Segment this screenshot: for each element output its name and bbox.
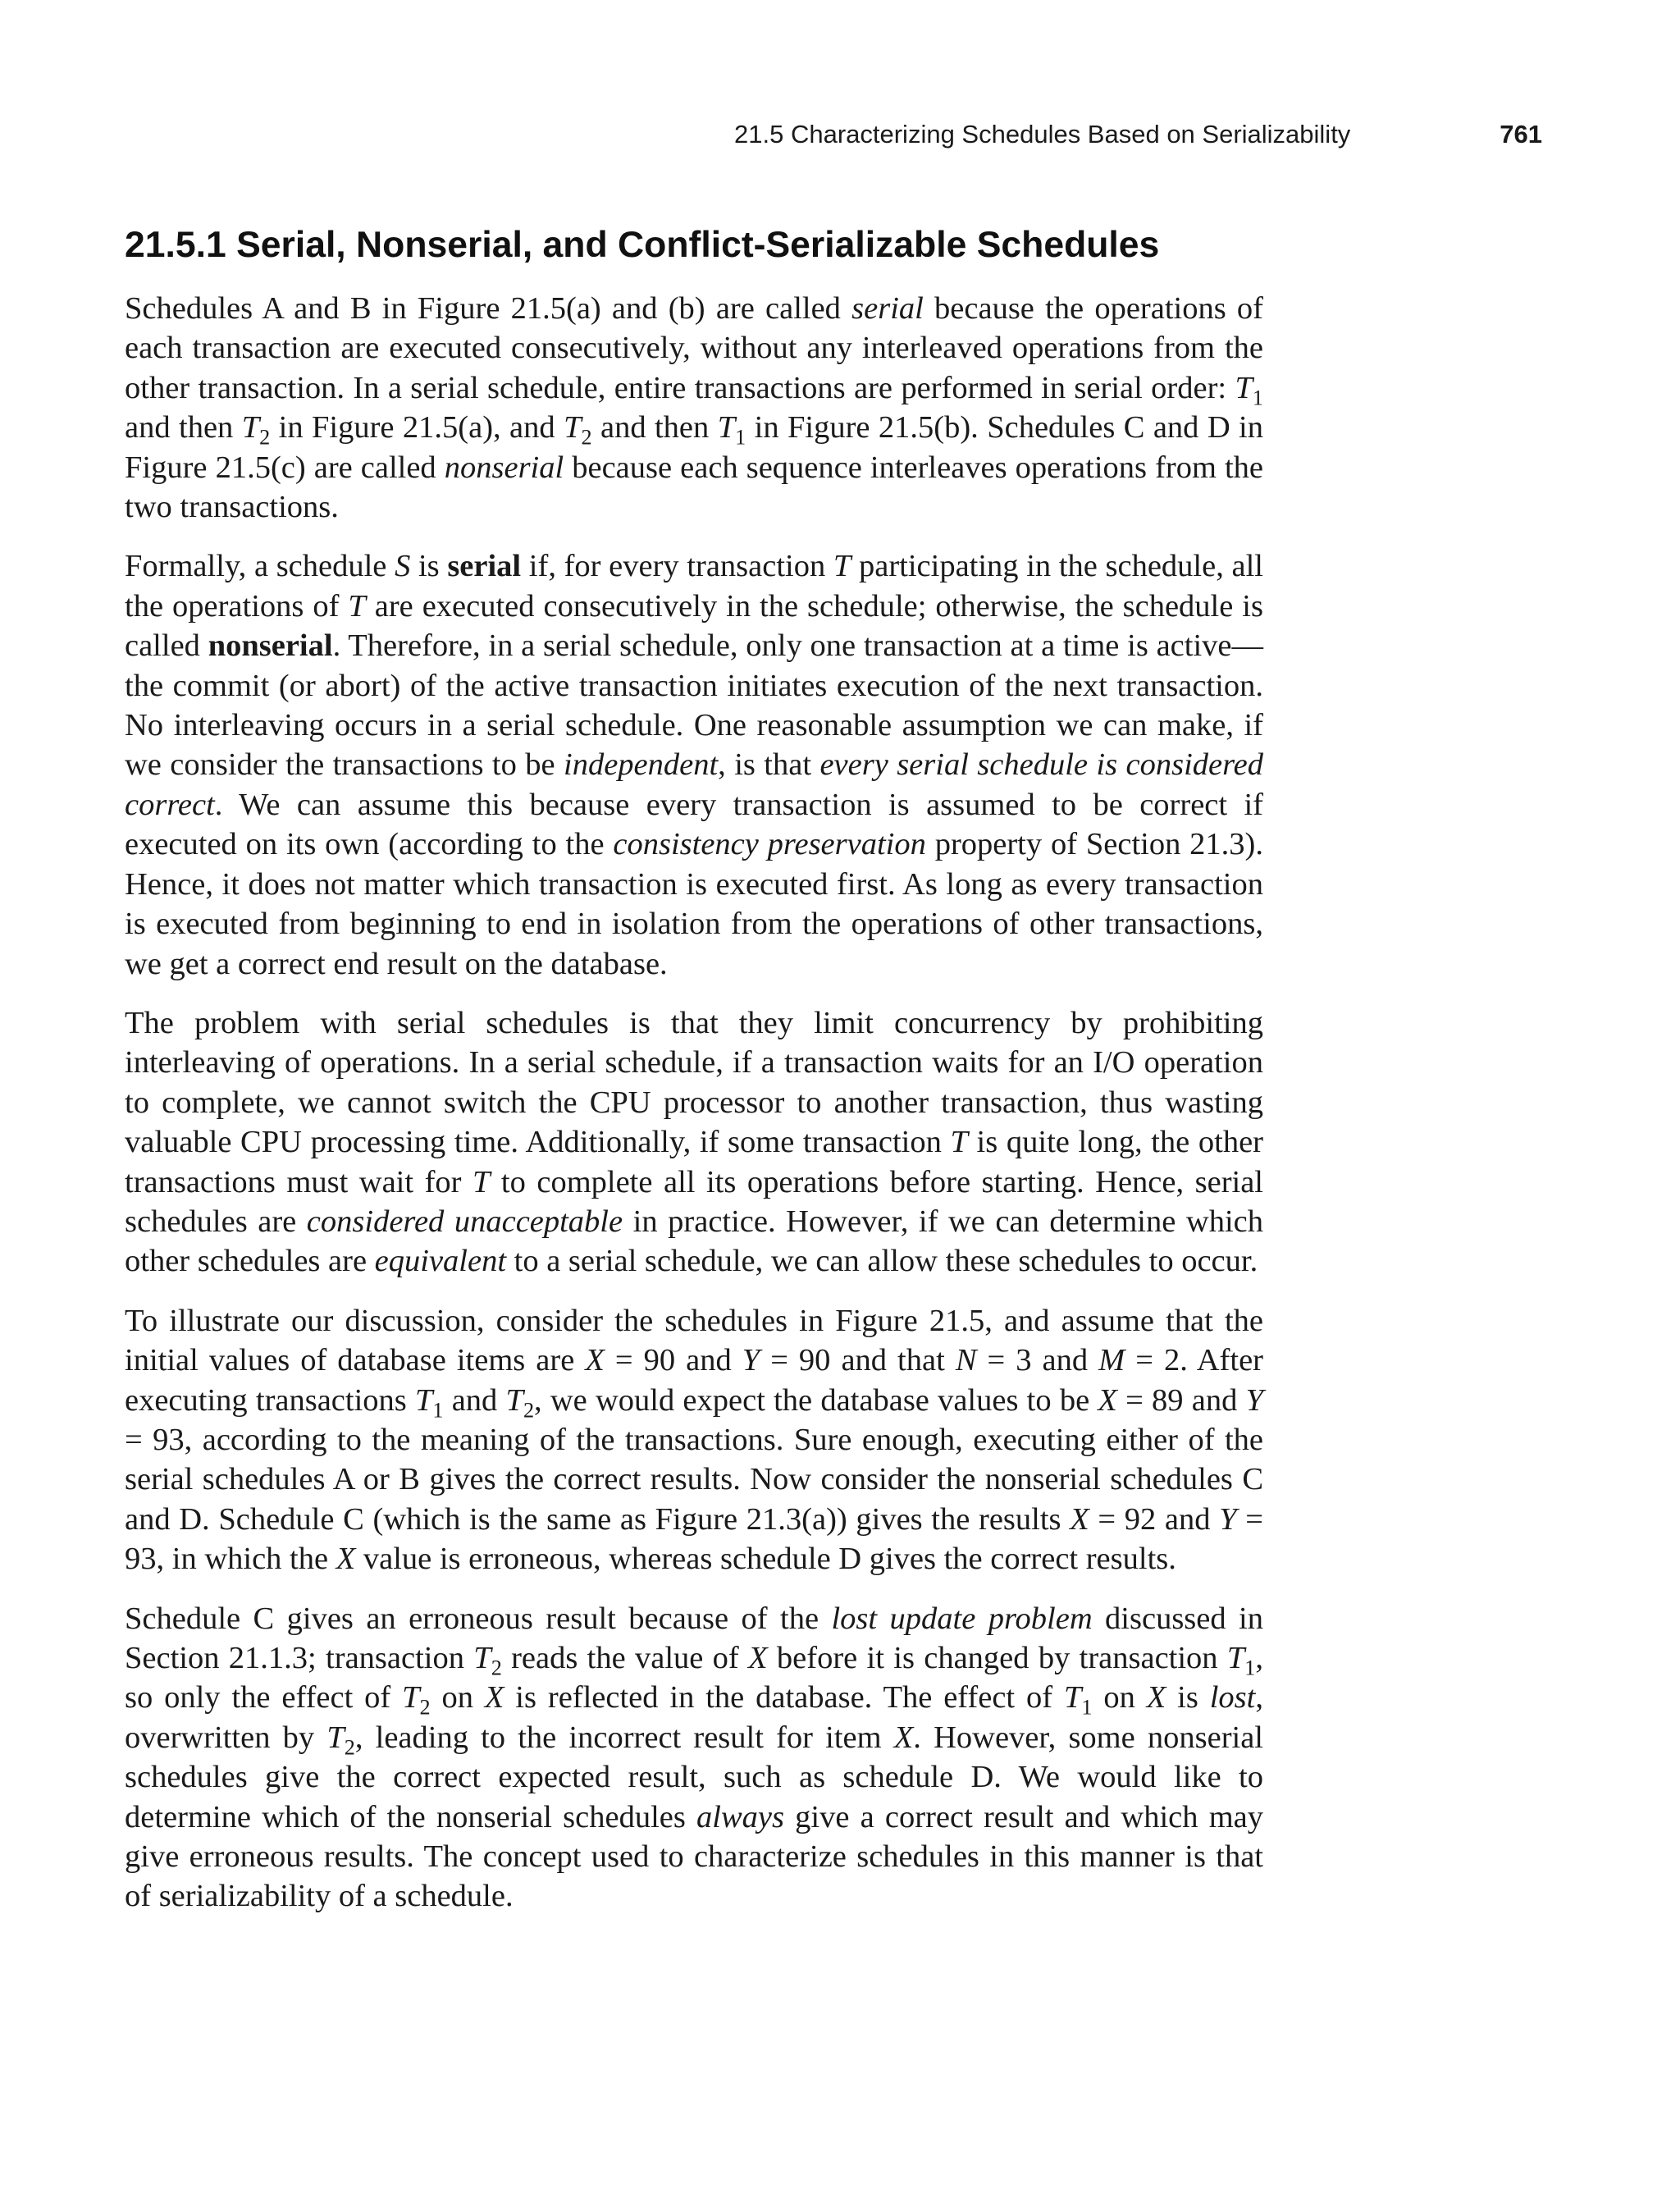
subscript: 2	[259, 425, 271, 450]
italic-run: T	[564, 410, 582, 445]
italic-run: considered unacceptable	[306, 1204, 623, 1239]
italic-run: always	[696, 1799, 784, 1834]
italic-run: X	[336, 1542, 356, 1577]
text-run: to complete all its operations before starting. Hence, serial schedules are	[125, 1164, 1263, 1239]
text-run: = 2. After executing transactions	[125, 1343, 1263, 1418]
text-run: = 89 and	[1116, 1382, 1246, 1418]
text-run: Formally, a schedule	[125, 549, 395, 584]
paragraph-serial-problem	[125, 1003, 1263, 1281]
text-run: . However, some nonserial schedules give the correct expected result, such as schedule D. We would like to determine which of the nonserial schedules	[125, 1720, 1264, 1834]
text-run: Schedules A and B in Figure 21.5(a) and (b) are called	[125, 291, 852, 326]
bold-term: serial	[447, 549, 522, 584]
text-run: and then	[125, 410, 242, 445]
italic-run: Y	[742, 1343, 760, 1378]
italic-run: T	[414, 1382, 433, 1418]
text-run: , we would expect the database values to be	[534, 1382, 1098, 1418]
text-run: reads the value of	[501, 1641, 749, 1675]
italic-run: X	[748, 1641, 768, 1675]
italic-run: S	[395, 549, 411, 584]
page-number: 761	[1500, 120, 1542, 148]
italic-run: lost	[1209, 1680, 1256, 1715]
subscript: 2	[344, 1735, 355, 1760]
text-run: = 93, according to the meaning of the transactions. Sure enough, executing either of the serial schedules A or B gives the correct results. Now consider the nonserial schedules C and D. Schedule C (which is the same as Figure 21.3(a)) gives the results	[125, 1422, 1263, 1537]
italic-run: T	[472, 1164, 491, 1199]
italic-run: M	[1098, 1343, 1125, 1378]
subscript: 1	[735, 425, 746, 450]
subscript: 2	[491, 1656, 502, 1680]
text-run: , overwritten by	[125, 1680, 1263, 1755]
text-run: Schedule C gives an erroneous result because of the	[125, 1601, 832, 1636]
italic-run: equivalent	[374, 1244, 507, 1279]
italic-run: nonserial	[444, 450, 564, 485]
text-run: in Figure 21.5(a), and	[270, 410, 564, 445]
text-run: The problem with serial schedules is that they limit concurrency by prohibiting interleaving of operations. In a serial schedule, if a transaction waits for an I/O operation to complete, we cannot switch the CPU processor to another transaction, thus wasting valuable CPU processing time. Additionally, if some transaction	[125, 1005, 1263, 1160]
text-run: is	[1166, 1680, 1210, 1715]
italic-run: Y	[1245, 1382, 1263, 1418]
subscript: 2	[419, 1695, 431, 1720]
text-run: because each sequence interleaves operations from the two transactions.	[125, 450, 1263, 525]
body-text	[125, 289, 1263, 1936]
italic-run: T	[1226, 1641, 1245, 1675]
text-run: , so only the effect of	[125, 1641, 1263, 1715]
text-run: is reflected in the database. The effect of	[504, 1680, 1064, 1715]
text-run: discussed in Section 21.1.3; transaction	[125, 1601, 1263, 1675]
text-run: on	[1092, 1680, 1147, 1715]
italic-run: serial	[851, 291, 924, 326]
text-run: is quite long, the other transactions must wait for	[125, 1125, 1263, 1199]
text-run: before it is changed by transaction	[767, 1641, 1227, 1675]
text-run: = 90 and that	[760, 1343, 956, 1378]
italic-run: X	[484, 1680, 504, 1715]
text-run: value is erroneous, whereas schedule D gives the correct results.	[355, 1542, 1176, 1577]
bold-term: nonserial	[208, 628, 333, 664]
text-run: in practice. However, if we can determine which other schedules are	[125, 1204, 1263, 1279]
italic-run: every serial schedule is considered correct	[125, 747, 1263, 822]
text-run: if, for every transaction	[521, 549, 833, 584]
text-run: and	[443, 1382, 506, 1418]
italic-run: X	[585, 1343, 605, 1378]
text-run: = 92 and	[1089, 1501, 1220, 1537]
italic-run: X	[1146, 1680, 1166, 1715]
paragraph-lost-update	[125, 1599, 1263, 1916]
text-run: = 93, in which the	[125, 1501, 1263, 1577]
subscript: 1	[1244, 1656, 1256, 1680]
paragraph-illustration	[125, 1301, 1263, 1579]
italic-run: T	[402, 1680, 420, 1715]
italic-run: independent	[564, 747, 719, 783]
text-run: . We can assume this because every transaction is assumed to be correct if executed on its own (according to the	[125, 787, 1263, 862]
subscript: 1	[1252, 386, 1263, 410]
italic-run: T	[1235, 370, 1253, 405]
text-run: = 90 and	[604, 1343, 742, 1378]
text-run: to a serial schedule, we can allow these schedules to occur.	[506, 1244, 1258, 1279]
text-run: in Figure 21.5(b). Schedules C and D in Figure 21.5(c) are called	[125, 410, 1263, 485]
paragraph-formal-definition	[125, 546, 1263, 983]
subscript: 2	[523, 1397, 535, 1422]
section-heading: 21.5.1 Serial, Nonserial, and Conflict-Serializable Schedules	[125, 225, 1160, 265]
text-run: give a correct result and which may give erroneous results. The concept used to characterize schedules in this manner is that of serializability of a schedule.	[125, 1799, 1263, 1914]
italic-run: T	[833, 549, 851, 584]
italic-run: X	[893, 1720, 914, 1755]
italic-run: N	[955, 1343, 977, 1378]
italic-run: T	[473, 1641, 491, 1675]
italic-run: Y	[1219, 1501, 1237, 1537]
italic-run: T	[950, 1125, 968, 1160]
text-run: because the operations of each transaction are executed consecutively, without any interleaved operations from the other transaction. In a serial schedule, entire transactions are performed in serial order:	[125, 291, 1263, 405]
subscript: 2	[581, 425, 592, 450]
italic-run: T	[348, 588, 366, 624]
italic-run: T	[1063, 1680, 1082, 1715]
text-run: To illustrate our discussion, consider the schedules in Figure 21.5, and assume that the initial values of database items are	[125, 1303, 1263, 1378]
subscript: 1	[1081, 1695, 1093, 1720]
italic-run: T	[717, 410, 736, 445]
italic-run: X	[1098, 1382, 1117, 1418]
paragraph-serial-definition	[125, 289, 1263, 527]
italic-run: consistency preservation	[613, 827, 926, 862]
italic-run: T	[241, 410, 260, 445]
text-run: on	[430, 1680, 485, 1715]
running-head-title: 21.5 Characterizing Schedules Based on Serializability	[734, 120, 1351, 148]
text-run: = 3 and	[976, 1343, 1099, 1378]
italic-run: T	[326, 1720, 345, 1755]
running-head	[734, 120, 1542, 156]
text-run: . Therefore, in a serial schedule, only one transaction at a time is active—the commit (or abort) of the active transaction initiates execution of the next transaction. No interleaving occurs in a serial schedule. One reasonable assumption we can make, if we consider the transactions to be	[125, 628, 1263, 783]
text-run: and then	[591, 410, 718, 445]
italic-run: X	[1070, 1501, 1089, 1537]
text-run: , is that	[718, 747, 820, 783]
text-run: are executed consecutively in the schedule; otherwise, the schedule is called	[125, 588, 1263, 664]
text-run: is	[410, 549, 448, 584]
italic-run: T	[505, 1382, 523, 1418]
text-run: , leading to the incorrect result for item	[354, 1720, 894, 1755]
italic-run: lost update problem	[831, 1601, 1093, 1636]
text-run: property of Section 21.3). Hence, it does not matter which transaction is executed first. As long as every transaction is executed from beginning to end in isolation from the operations of other transactions, we get a correct end result on the database.	[125, 827, 1264, 981]
subscript: 1	[432, 1397, 444, 1422]
text-run: participating in the schedule, all the operations of	[125, 549, 1263, 624]
